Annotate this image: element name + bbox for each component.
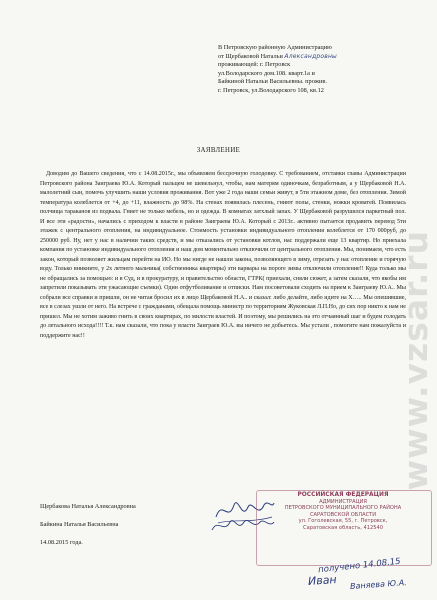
received-signature-handwritten: Иван <box>307 573 338 588</box>
addressee-block <box>218 44 428 96</box>
co-sender-address-line: г. Петровск, ул.Володарского 108, кв.12 <box>218 86 324 94</box>
stamp-line: РОССИЙСКАЯ ФЕДЕРАЦИЯ <box>297 492 389 498</box>
signer-1-name: Щербакова Наталья Александровна <box>40 503 136 510</box>
statement-body <box>40 170 406 341</box>
document-title: ЗАЯВЛЕНИЕ <box>196 147 241 154</box>
sender-name-handwritten: Александровны <box>284 52 337 60</box>
received-surname-handwritten: Ваняева Ю.А. <box>349 578 407 591</box>
sender-name-print: от Щербаковой Натальи <box>218 52 283 60</box>
received-note-handwritten: получено 14.08.15 <box>317 556 402 576</box>
signing-date: 14.08.2015 года. <box>40 539 83 546</box>
stamp-line: ПЕТРОВСКОГО МУНИЦИПАЛЬНОГО РАЙОНА <box>284 505 402 512</box>
stamp-line: АДМИНИСТРАЦИЯ <box>319 498 367 505</box>
stamp-line: ул. Гоголевская, 55, г. Петровск, <box>298 518 388 525</box>
stamp-line: Саратовская область, 412540 <box>303 524 383 531</box>
official-stamp <box>258 492 428 564</box>
signer-2-name: Байкина Наталья Васильевна <box>40 521 119 528</box>
sender-residence-line: проживающей: г. Петровск <box>218 61 291 69</box>
statement-paragraph: Доводим до Вашего сведения, что с 14.08.2015г., мы объявляем бессрочную голодовку. С требованием, отставки главы Администрации Петровского района Заиграева Ю.А. Который пальцем не шевельнул, чтобы, нам матерям одиночкам, безработным, а у Щербаковой Н.А. малолетний сын, помочь улучшить наши условия проживания. Вот уже 2 года наши семьи живут, в 5ти этажном доме, без отопления. Зимой температура колеблется от +4, до +11, влажность до 98%. На стенах появилась плесень, гниют полы, стенки, ножки кроватей. Появилась полчища тараканов из подвала. Гниет не только мебель, но и одежда. В комнатах затхлый запах. У Щербаковой разрушился паркетный пол. И все эти «радости», начались с приходом к власти в районе Заиграева Ю.А. Который с 2013г.. активно пытается продавить перевод 5ти этажек с центрального отопления, на индивидуальное. Стоимость установки индивидуального отопления колеблется от 170 000руб, до 250000 руб. Ну, нет у нас в наличии таких средств, и мы отказались от установки котлов, нас поддержали еще 13 квартир. Но приехала компания по установке индивидуального отопления и наш дом моментально отключили от центрального отопления. Мы, понимаем, что есть закон, который позволяет жильцам перейти на ИО. Но мы нигде не нашли закона, позволяющего в зиму, отрезать у нас отопление и горячую воду. Только вникните, у 2х летнего мальчика( собственника квартиры) эти варвары на пороге зимы отключили отопление!! Куда только мы не обращались за помощью: и в Суд, и в прокуратуру, и правительство области, ГТРК( приехали, сняли сюжет, а затем сказали, что якобы им запретили показывать эти ужасающие съемки). Один отфутболивание и отписки. Нам посоветовали сходить на прием к Заиграеву Ю.А.. Мы собрали все справки и пришли, он не читая бросил их в лицо Щербаковой Н.А.. и сказал: либо делайте, либо идите на Х….. Мы опешившие, все в слезах ушли от него. На встрече с гражданами, обещала помощь министр по территориям Жуковская Л.П.Но, до сих пор никто к нам не пришел. Мы не хотим заживо гнить в своих квартирах, по милости властей. И поэтому, мы решились на это отчаянный шаг и будем голодать до летального исхода!!!! Т.к. нам сказали, что пока у власти Заиграев Ю.А. вы ничего не добьетесь. Мы устали , помогите нам пожалуйста и поддержите нас!! <box>40 171 406 339</box>
co-sender-line: Байкиной Натальи Васильевны. прожив. <box>218 78 327 86</box>
stamp-line: САРАТОВСКОЙ ОБЛАСТИ <box>309 511 377 518</box>
sender-address-line: ул.Володарского дом.108. кварт.1а и <box>218 69 315 77</box>
site-watermark: www.vzsar.ru <box>396 230 435 491</box>
addressee-line: В Петровскую районную Администрацию <box>218 44 332 51</box>
sender-line <box>218 53 428 62</box>
